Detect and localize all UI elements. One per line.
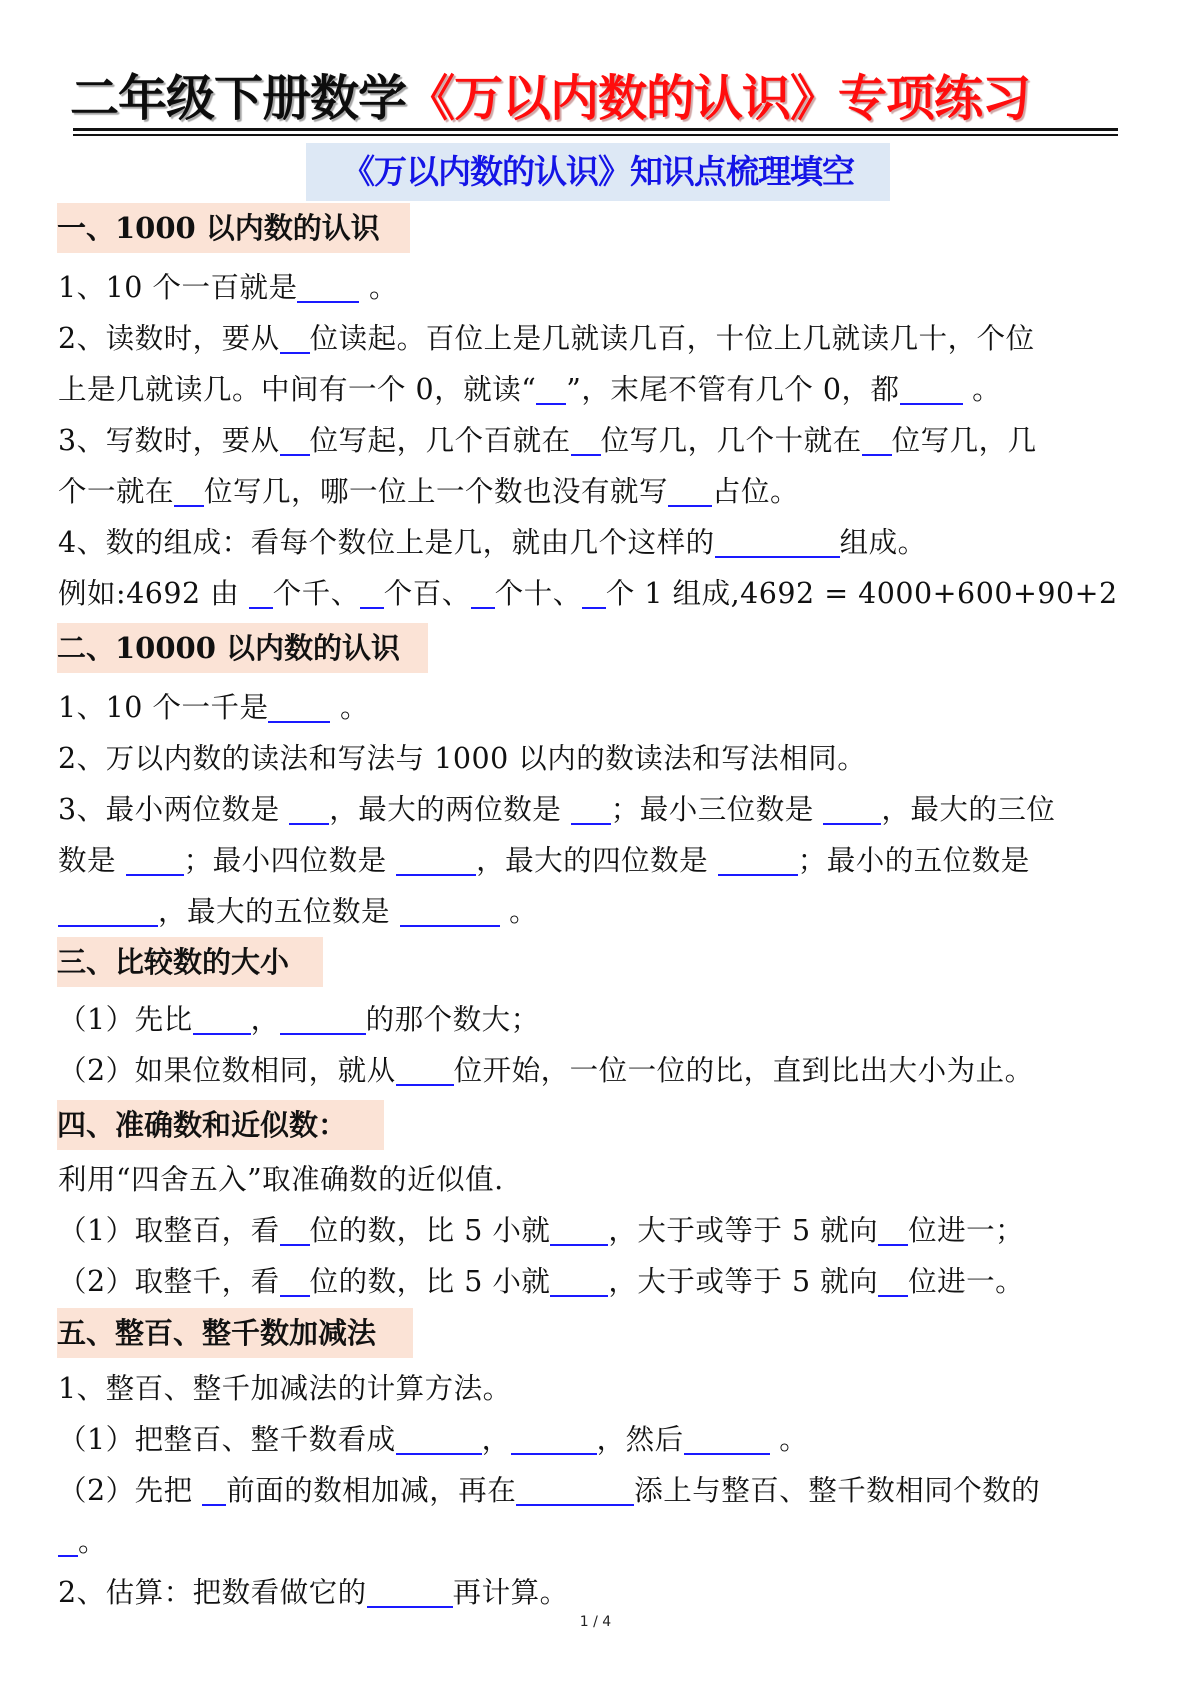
line-text: 4、数的组成：看每个数位上是几，就由几个这样的	[58, 526, 715, 559]
worksheet-line	[58, 313, 1035, 365]
worksheet-line	[58, 994, 540, 1046]
line-text: 。	[769, 1423, 809, 1456]
line-text: 占位。	[712, 475, 800, 508]
section-heading: 五、整百、整千数加减法	[57, 1308, 413, 1358]
line-text: 位读起。百位上是几就读几百，十位上几就读几十，个位	[309, 322, 1035, 355]
fill-in-blank[interactable]	[550, 1214, 608, 1246]
fill-in-blank[interactable]	[400, 895, 500, 927]
line-text: 个一就在	[58, 475, 175, 508]
line-text: 位写几，几	[891, 424, 1037, 457]
line-text: ”，末尾不管有几个 0，都	[566, 373, 900, 406]
line-text: 位进一。	[908, 1265, 1025, 1298]
fill-in-blank[interactable]	[280, 1214, 310, 1246]
worksheet-line	[58, 1256, 1024, 1308]
line-text: 3、写数时，要从	[58, 424, 280, 457]
line-text: ，最大的四位数是	[476, 844, 718, 877]
worksheet-line	[58, 466, 799, 518]
fill-in-blank[interactable]	[268, 691, 330, 723]
section-heading: 三、比较数的大小	[57, 937, 323, 987]
fill-in-blank[interactable]	[536, 373, 566, 405]
fill-in-blank[interactable]	[878, 1214, 908, 1246]
worksheet-line	[58, 262, 398, 314]
worksheet-line	[58, 517, 927, 569]
line-text: （2）先把	[58, 1474, 203, 1507]
line-text: ；最小三位数是	[610, 793, 824, 826]
fill-in-blank[interactable]	[571, 424, 601, 456]
fill-in-blank[interactable]	[668, 475, 712, 507]
worksheet-line	[58, 1363, 512, 1415]
line-text: ；最小四位数是	[183, 844, 397, 877]
line-text: 位开始，一位一位的比，直到比出大小为止。	[453, 1054, 1034, 1087]
title-divider-thick	[73, 128, 1118, 131]
line-text: 上是几就读几。中间有一个 0，就读“	[58, 373, 537, 406]
line-text: ，	[250, 1003, 280, 1036]
fill-in-blank[interactable]	[550, 1265, 608, 1297]
fill-in-blank[interactable]	[58, 895, 158, 927]
page-title	[70, 66, 1120, 132]
worksheet-line	[58, 784, 1055, 836]
line-text: 位的数，比 5 小就	[309, 1214, 551, 1247]
page-number: 1 / 4	[579, 1614, 612, 1630]
fill-in-blank[interactable]	[360, 577, 384, 609]
worksheet-line	[58, 1465, 1040, 1517]
line-text: 例如:4692 由	[58, 577, 249, 610]
worksheet-line	[58, 1205, 1024, 1257]
fill-in-blank[interactable]	[396, 1423, 482, 1455]
line-text: 的那个数大；	[365, 1003, 540, 1036]
fill-in-blank[interactable]	[571, 793, 611, 825]
fill-in-blank[interactable]	[249, 577, 273, 609]
worksheet-line	[58, 1516, 107, 1568]
line-text: ，最大的两位数是	[329, 793, 571, 826]
fill-in-blank[interactable]	[684, 1423, 770, 1455]
line-text: 。	[499, 895, 539, 928]
fill-in-blank[interactable]	[280, 1265, 310, 1297]
line-text: 再计算。	[452, 1576, 569, 1609]
line-text: 个百、	[383, 577, 471, 610]
line-text: ，最大的五位数是	[158, 895, 400, 928]
fill-in-blank[interactable]	[823, 793, 881, 825]
line-text: （1）把整百、整千数看成	[58, 1423, 396, 1456]
fill-in-blank[interactable]	[193, 1003, 251, 1035]
worksheet-line	[58, 733, 866, 785]
fill-in-blank[interactable]	[471, 577, 495, 609]
line-text: （2）如果位数相同，就从	[58, 1054, 396, 1087]
line-text: 个千、	[272, 577, 360, 610]
worksheet-line	[58, 1567, 569, 1619]
subtitle-banner: 《万以内数的认识》知识点梳理填空	[306, 143, 890, 201]
line-text: 位写几，哪一位上一个数也没有就写	[204, 475, 669, 508]
worksheet-line	[58, 682, 369, 734]
line-text: 2、读数时，要从	[58, 322, 280, 355]
fill-in-blank[interactable]	[862, 424, 892, 456]
line-text: 1、10 个一百就是	[58, 271, 298, 304]
fill-in-blank[interactable]	[280, 1003, 366, 1035]
section-heading: 二、10000 以内数的认识	[57, 623, 428, 673]
section-heading: 一、1000 以内数的认识	[57, 203, 410, 253]
line-text: 。	[962, 373, 1002, 406]
fill-in-blank[interactable]	[126, 844, 184, 876]
line-text: 个 1 组成,4692 = 4000+600+90+2	[605, 577, 1118, 610]
fill-in-blank[interactable]	[582, 577, 606, 609]
line-text: 利用“四舍五入”取准确数的近似值.	[58, 1163, 504, 1196]
line-text: 前面的数相加减，再在	[226, 1474, 517, 1507]
worksheet-line	[58, 835, 1030, 887]
worksheet-line	[58, 1045, 1034, 1097]
fill-in-blank[interactable]	[511, 1423, 597, 1455]
line-text: ，大于或等于 5 就向	[608, 1265, 879, 1298]
fill-in-blank[interactable]	[280, 424, 310, 456]
title-grade: 二年级下册数学	[70, 70, 407, 127]
fill-in-blank[interactable]	[289, 793, 329, 825]
line-text: 2、估算：把数看做它的	[58, 1576, 367, 1609]
line-text: 位写几，几个十就在	[600, 424, 862, 457]
line-text: 数是	[58, 844, 126, 877]
section-heading: 四、准确数和近似数：	[57, 1100, 384, 1150]
line-text: ；最小的五位数是	[797, 844, 1030, 877]
line-text: 。	[78, 1525, 108, 1558]
worksheet-line	[58, 415, 1037, 467]
line-text: ，最大的三位	[881, 793, 1056, 826]
line-text: 位写起，几个百就在	[309, 424, 571, 457]
line-text: 添上与整百、整千数相同个数的	[634, 1474, 1041, 1507]
line-text: 3、最小两位数是	[58, 793, 290, 826]
fill-in-blank[interactable]	[718, 844, 798, 876]
worksheet-line	[58, 1154, 504, 1206]
fill-in-blank[interactable]	[280, 322, 310, 354]
worksheet-line	[58, 1414, 808, 1466]
worksheet-line	[58, 364, 1001, 416]
line-text: ，大于或等于 5 就向	[608, 1214, 879, 1247]
fill-in-blank[interactable]	[396, 1054, 454, 1086]
fill-in-blank[interactable]	[174, 475, 204, 507]
line-text: 位进一；	[908, 1214, 1025, 1247]
fill-in-blank[interactable]	[715, 526, 840, 558]
fill-in-blank[interactable]	[516, 1474, 634, 1506]
line-text: 位的数，比 5 小就	[309, 1265, 551, 1298]
line-text: （1）先比	[58, 1003, 193, 1036]
fill-in-blank[interactable]	[58, 1525, 78, 1557]
line-text: （2）取整千，看	[58, 1265, 280, 1298]
fill-in-blank[interactable]	[297, 271, 359, 303]
fill-in-blank[interactable]	[878, 1265, 908, 1297]
line-text: 组成。	[839, 526, 927, 559]
line-text: 。	[359, 271, 399, 304]
worksheet-line	[58, 886, 538, 938]
fill-in-blank[interactable]	[202, 1474, 226, 1506]
title-topic: 《万以内数的认识》专项练习	[406, 70, 1031, 127]
line-text: 个十、	[494, 577, 582, 610]
line-text: 1、10 个一千是	[58, 691, 269, 724]
line-text: 1、整百、整千加减法的计算方法。	[58, 1372, 512, 1405]
line-text: 2、万以内数的读法和写法与 1000 以内的数读法和写法相同。	[58, 742, 867, 775]
fill-in-blank[interactable]	[900, 373, 963, 405]
line-text: ，	[481, 1423, 511, 1456]
fill-in-blank[interactable]	[396, 844, 476, 876]
line-text: （1）取整百，看	[58, 1214, 280, 1247]
line-text: ，然后	[596, 1423, 684, 1456]
line-text: 。	[330, 691, 370, 724]
fill-in-blank[interactable]	[367, 1576, 453, 1608]
worksheet-line	[58, 568, 1118, 620]
title-divider-thin	[73, 134, 1118, 136]
